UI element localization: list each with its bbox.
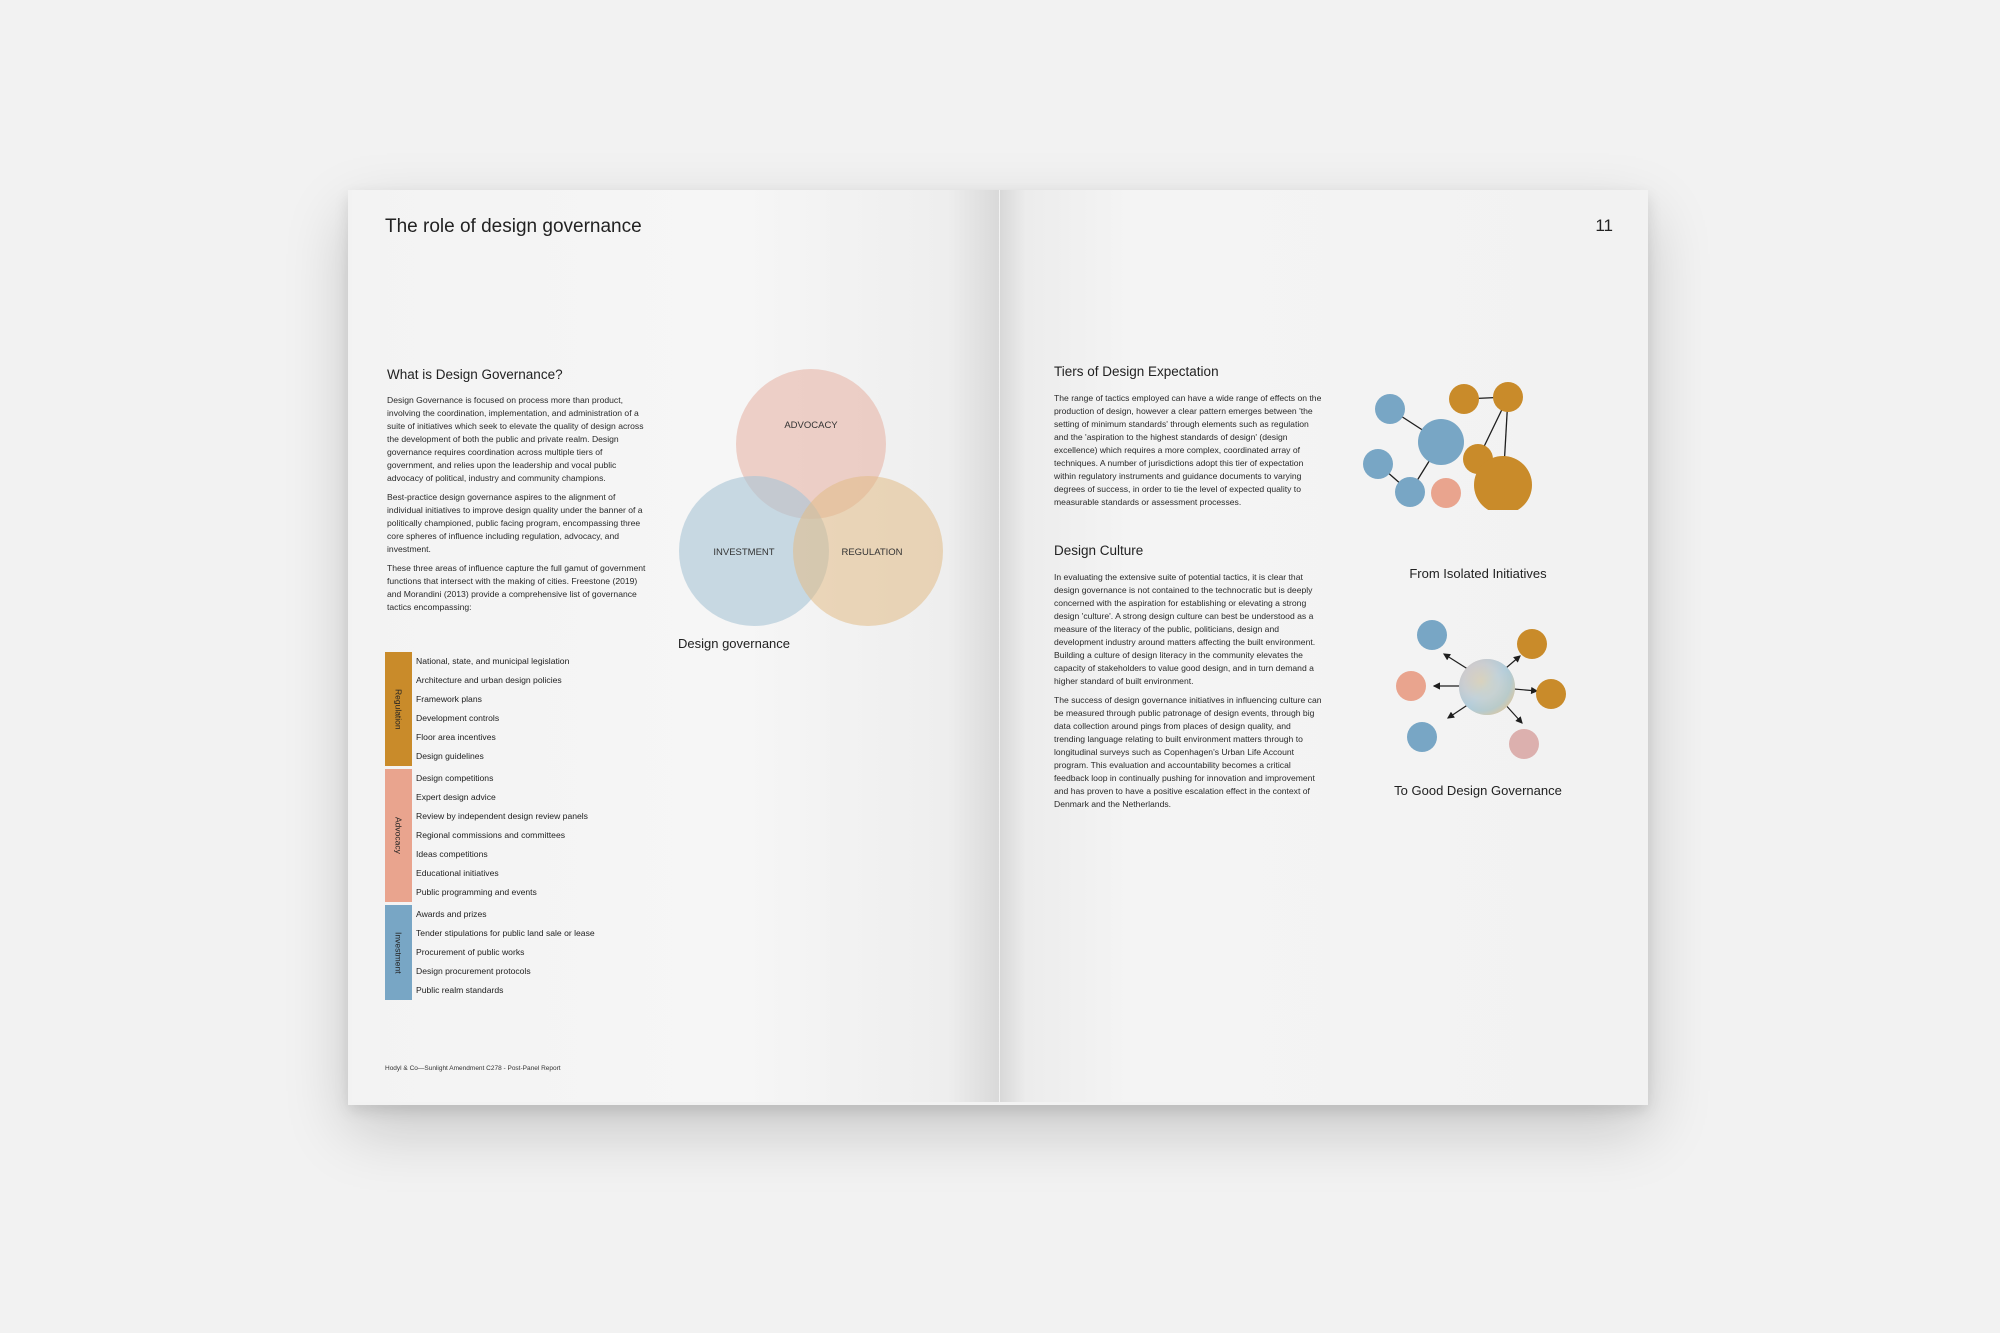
caption-isolated-initiatives: From Isolated Initiatives (1409, 566, 1547, 581)
venn-caption: Design governance (678, 636, 791, 651)
venn-label-advocacy: ADVOCACY (784, 420, 838, 431)
hub-circle-overlay (1459, 659, 1515, 715)
venn-label-investment: INVESTMENT (713, 547, 775, 558)
tactic-group-regulation (385, 652, 645, 766)
list-item: Public realm standards (416, 985, 504, 995)
node-circle (1536, 679, 1566, 709)
list-item: Floor area incentives (416, 732, 496, 742)
page-footer: Hodyl & Co—Sunlight Amendment C278 - Post-Panel Report (385, 1065, 561, 1072)
tiers-text (1054, 392, 1322, 515)
paragraph: These three areas of influence capture the full gamut of government functions that intersect with the making of cities. Freestone (2019) and Morandini (2013) provide a comprehensive list of governance tactics encompassing: (387, 563, 646, 612)
paragraph: The success of design governance initiatives in influencing culture can be measured through public patronage of design events, through big data collection around pings from places of design quality, and trending language relating to built environment matters through to longitudinal surveys such as Copenhagen's Urban Life Account program. This evaluation and accountability becomes a critical feedback loop in continually pushing for innovation and improvement and has proven to have a positive escalation effect in the context of Denmark and the Netherlands. (1054, 695, 1322, 809)
intro-text (387, 394, 649, 620)
node-circle (1395, 477, 1425, 507)
list-item: Educational initiatives (416, 868, 499, 878)
group-label: Investment (393, 931, 404, 974)
group-label: Advocacy (393, 817, 404, 854)
node-circle (1375, 394, 1405, 424)
list-item: National, state, and municipal legislation (416, 656, 570, 666)
tactics-list (385, 652, 645, 1003)
page-title: The role of design governance (385, 216, 642, 237)
section-heading-design-culture: Design Culture (1054, 543, 1144, 558)
group-label: Regulation (393, 688, 404, 730)
list-item: Awards and prizes (416, 909, 487, 919)
list-item: Design procurement protocols (416, 966, 531, 976)
list-item: Review by independent design review panels (416, 811, 588, 821)
list-item: Framework plans (416, 694, 482, 704)
list-item: Design competitions (416, 773, 494, 783)
section-heading-design-governance: What is Design Governance? (387, 367, 563, 382)
list-item: Tender stipulations for public land sale or lease (416, 928, 595, 938)
node-circle (1417, 620, 1447, 650)
isolated-initiatives-diagram (1360, 370, 1600, 510)
tactic-group-investment (385, 905, 645, 1000)
right-page (1000, 190, 1647, 1102)
node-circle (1431, 478, 1461, 508)
node-circle (1449, 384, 1479, 414)
node-circle (1493, 382, 1523, 412)
venn-diagram (672, 358, 972, 658)
section-heading-tiers: Tiers of Design Expectation (1054, 364, 1219, 379)
page-number: 11 (1595, 216, 1613, 235)
node-circle (1407, 722, 1437, 752)
node-circle (1363, 449, 1393, 479)
list-item: Architecture and urban design policies (416, 675, 562, 685)
node-circle (1509, 729, 1539, 759)
node-circle (1418, 419, 1464, 465)
list-item: Development controls (416, 713, 500, 723)
design-culture-text (1054, 571, 1322, 817)
venn-label-regulation: REGULATION (841, 547, 903, 558)
group-bar (385, 769, 412, 902)
caption-good-design-governance: To Good Design Governance (1394, 783, 1562, 798)
paragraph: In evaluating the extensive suite of potential tactics, it is clear that design governance is not contained to the technocratic but is deeply concerned with the aspiration for establishing or elevating a strong design 'culture'. A strong design culture can best be understood as a measure of the literacy of the public, politicians, design and development industry around matters affecting the built environment. Building a culture of design literacy in the community elevates the capacity of stakeholders to value good design, and in turn demand a higher standard of built environment. (1054, 572, 1316, 686)
group-bar (385, 905, 412, 1000)
paragraph: The range of tactics employed can have a wide range of effects on the production of design, however a clear pattern emerges between 'the setting of minimum standards' through elements such as regulation and the 'aspiration to the highest standards of design' (design excellence) which requires a more complex, coordinated array of techniques. A number of jurisdictions adopt this tier of expectation within regulatory instruments and guidance documents to varying degrees of success, in order to tie the level of expected quality to measurable standards or assessment processes. (1054, 393, 1322, 507)
paragraph: Design Governance is focused on process more than product, involving the coordination, implementation, and administration of a suite of initiatives which seek to elevate the quality of design across the development of both the public and private realm. Design governance requires coordination across multiple tiers of government, and relies upon the leadership and vocal public advocacy of political, industry and community champions. (387, 395, 644, 483)
good-design-governance-diagram (1390, 610, 1570, 770)
tactic-group-advocacy (385, 769, 645, 902)
list-item: Ideas competitions (416, 849, 488, 859)
list-item: Procurement of public works (416, 947, 525, 957)
group-bar (385, 652, 412, 766)
list-item: Design guidelines (416, 751, 484, 761)
node-circle (1396, 671, 1426, 701)
list-item: Regional commissions and committees (416, 830, 566, 840)
left-page (352, 190, 999, 1102)
paragraph: Best-practice design governance aspires to the alignment of individual initiatives to improve design quality under the banner of a politically championed, public facing program, encompassing three core spheres of influence including regulation, advocacy, and investment. (387, 492, 643, 554)
list-item: Public programming and events (416, 887, 537, 897)
list-item: Expert design advice (416, 792, 496, 802)
node-circle (1517, 629, 1547, 659)
